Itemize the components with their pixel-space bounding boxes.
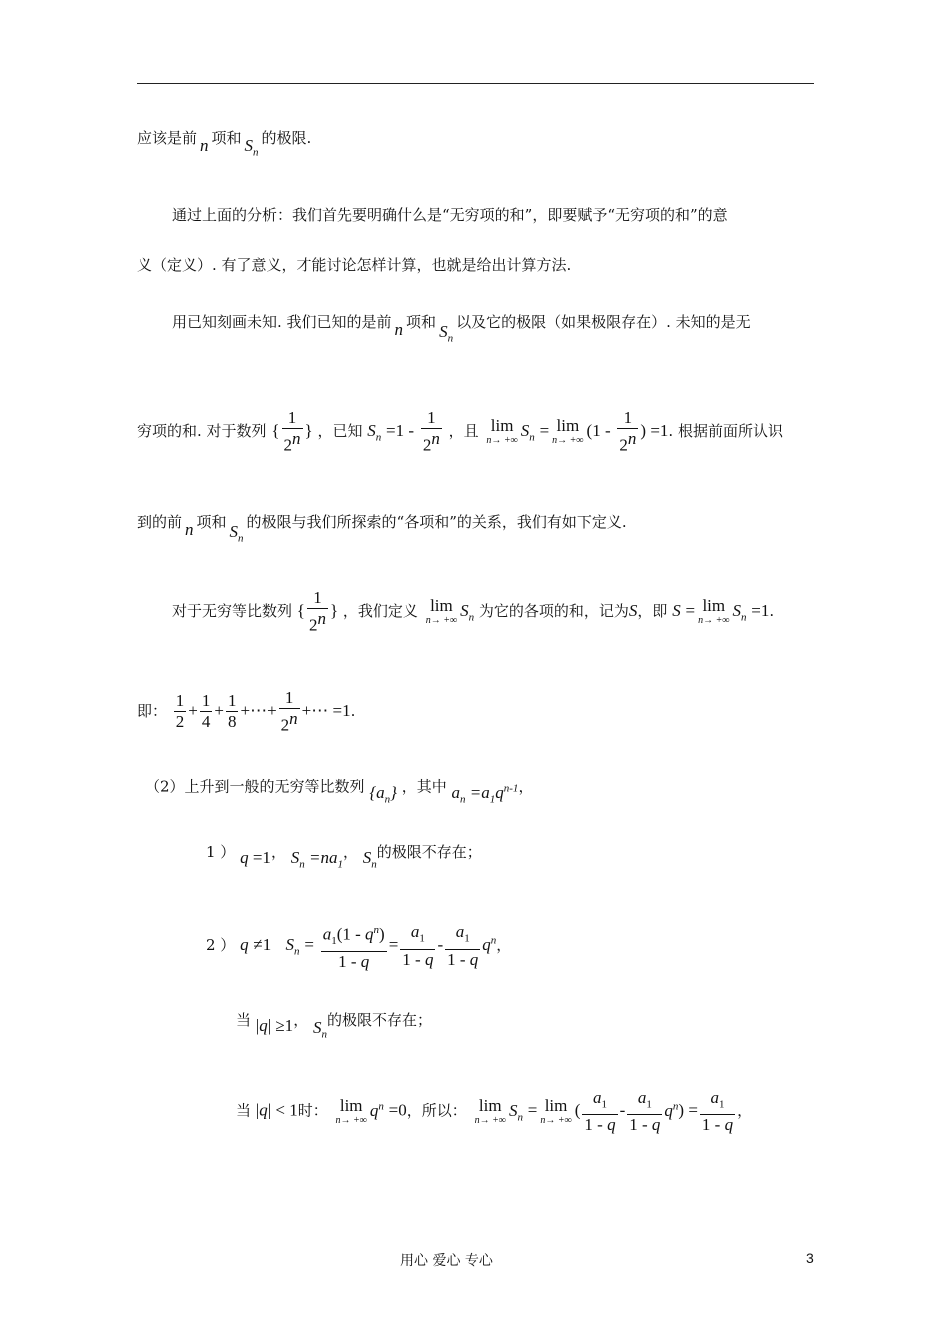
text: 项和: [196, 513, 227, 531]
page-footer: 用心 爱心 专心: [400, 1253, 493, 1269]
text: 1 ）: [206, 843, 236, 861]
case-2: 2 ） q ≠1 $S_n$ = $\frac{a_1(1 - q^n)}{1 - q}$ = $\frac{a_1}{1 - q}$ - $\frac{a_1}{1 - q}$ $q^n$，: [206, 920, 511, 972]
text: ，: [270, 843, 286, 861]
text: . 根据前面所认识: [668, 421, 783, 440]
text: 时：: [297, 1101, 328, 1120]
text: ，即: [637, 601, 668, 620]
text: 到的前: [137, 513, 183, 531]
text: 即：: [137, 701, 168, 720]
text: ，且: [448, 421, 479, 440]
text: 的极限不存在；: [326, 1011, 432, 1029]
text: 对于无穷等比数列: [172, 601, 293, 620]
text: 的极限.: [261, 129, 312, 147]
text: ，: [737, 1101, 753, 1120]
paragraph-2-line-1: 通过上面的分析：我们首先要明确什么是“无穷项的和”，即要赋予“无穷项的和”的意: [172, 206, 728, 224]
case-2-sub-a: 当 |q| ≥1， $S_n$的极限不存在；: [236, 1011, 432, 1041]
text: 以及它的极限（如果极限存在）. 未知的是无: [456, 313, 751, 331]
text: 2 ）: [206, 936, 236, 955]
paragraph-2-line-2: 义（定义）. 有了意义，才能讨论怎样计算，也就是给出计算方法.: [137, 256, 572, 274]
text: 项和: [211, 129, 242, 147]
text: （2）上升到一般的无穷等比数列: [145, 777, 365, 796]
general-sequence-line: （2）上升到一般的无穷等比数列 $\{a_n\}$ ，其中 $a_n =a_1q^{n-1}$，: [145, 777, 534, 806]
text: 用已知刻画未知. 我们已知的是前: [172, 313, 392, 331]
text: .: [350, 701, 356, 720]
text: ，所以：: [406, 1101, 467, 1120]
paragraph-1: 应该是前 n 项和 $S_n$的极限.: [137, 129, 312, 159]
text: 为它的各项的和，记为: [478, 601, 629, 620]
text: ，其中: [401, 777, 447, 796]
text: .: [769, 601, 775, 620]
text: 的极限与我们所探索的“各项和”的关系，我们有如下定义.: [246, 513, 627, 531]
paragraph-4: 穷项的和. 对于数列 { $\frac{1}{2^n}$ } ，已知 $S_n =1$ - $\frac{1}{2^n}$ ，且 lim n→ +∞ $S_n$ = lim n→ +∞ (1 - $\frac{1}{2^n}$ ) =1. 根据前面所认识: [137, 408, 783, 455]
case-2-sub-b: 当 |q| < 1时： lim n→ +∞ $q^n =0$，所以： lim n→ +∞ $S_n$ = lim n→ +∞ ( $\frac{a_1}{1 - q}$ - $\frac{a_1}{1 - q}$ $q^n$) = $\frac{a_1}{1 - q}$ ，: [236, 1088, 753, 1135]
definition-line: 对于无穷等比数列 { $\frac{1}{2^n}$ } ，我们定义 lim n→ +∞ $S_n$ 为它的各项的和，记为S，即 S = lim n→ +∞ $S_n =1$.: [172, 588, 775, 635]
text: ，: [293, 1011, 309, 1029]
text: 当: [236, 1011, 252, 1029]
paragraph-5: 到的前 n 项和 $S_n$的极限与我们所探索的“各项和”的关系，我们有如下定义.: [137, 513, 627, 545]
page-number: 3: [806, 1250, 814, 1266]
case-1: 1 ） q =1， $S_n =na_1$， $S_n$的极限不存在；: [206, 843, 482, 871]
text: 的极限不存在；: [376, 843, 482, 861]
text: 当: [236, 1101, 252, 1120]
text: ，已知: [317, 421, 363, 440]
paragraph-3: 用已知刻画未知. 我们已知的是前 n 项和 $S_n$以及它的极限（如果极限存在）. 未知的是无: [172, 313, 751, 345]
text: ，: [518, 777, 534, 796]
text: ，: [496, 936, 512, 955]
text: ，我们定义: [342, 601, 418, 620]
header-rule: [137, 83, 814, 84]
text: 项和: [406, 313, 437, 331]
text: ，: [342, 843, 358, 861]
text: 穷项的和. 对于数列: [137, 421, 267, 440]
text: 应该是前: [137, 129, 198, 147]
series-sum-line: 即： $\frac{1}{2}$ + $\frac{1}{4}$ + $\frac{1}{8}$ +⋯+ $\frac{1}{2^n}$ +⋯ =1.: [137, 688, 356, 735]
